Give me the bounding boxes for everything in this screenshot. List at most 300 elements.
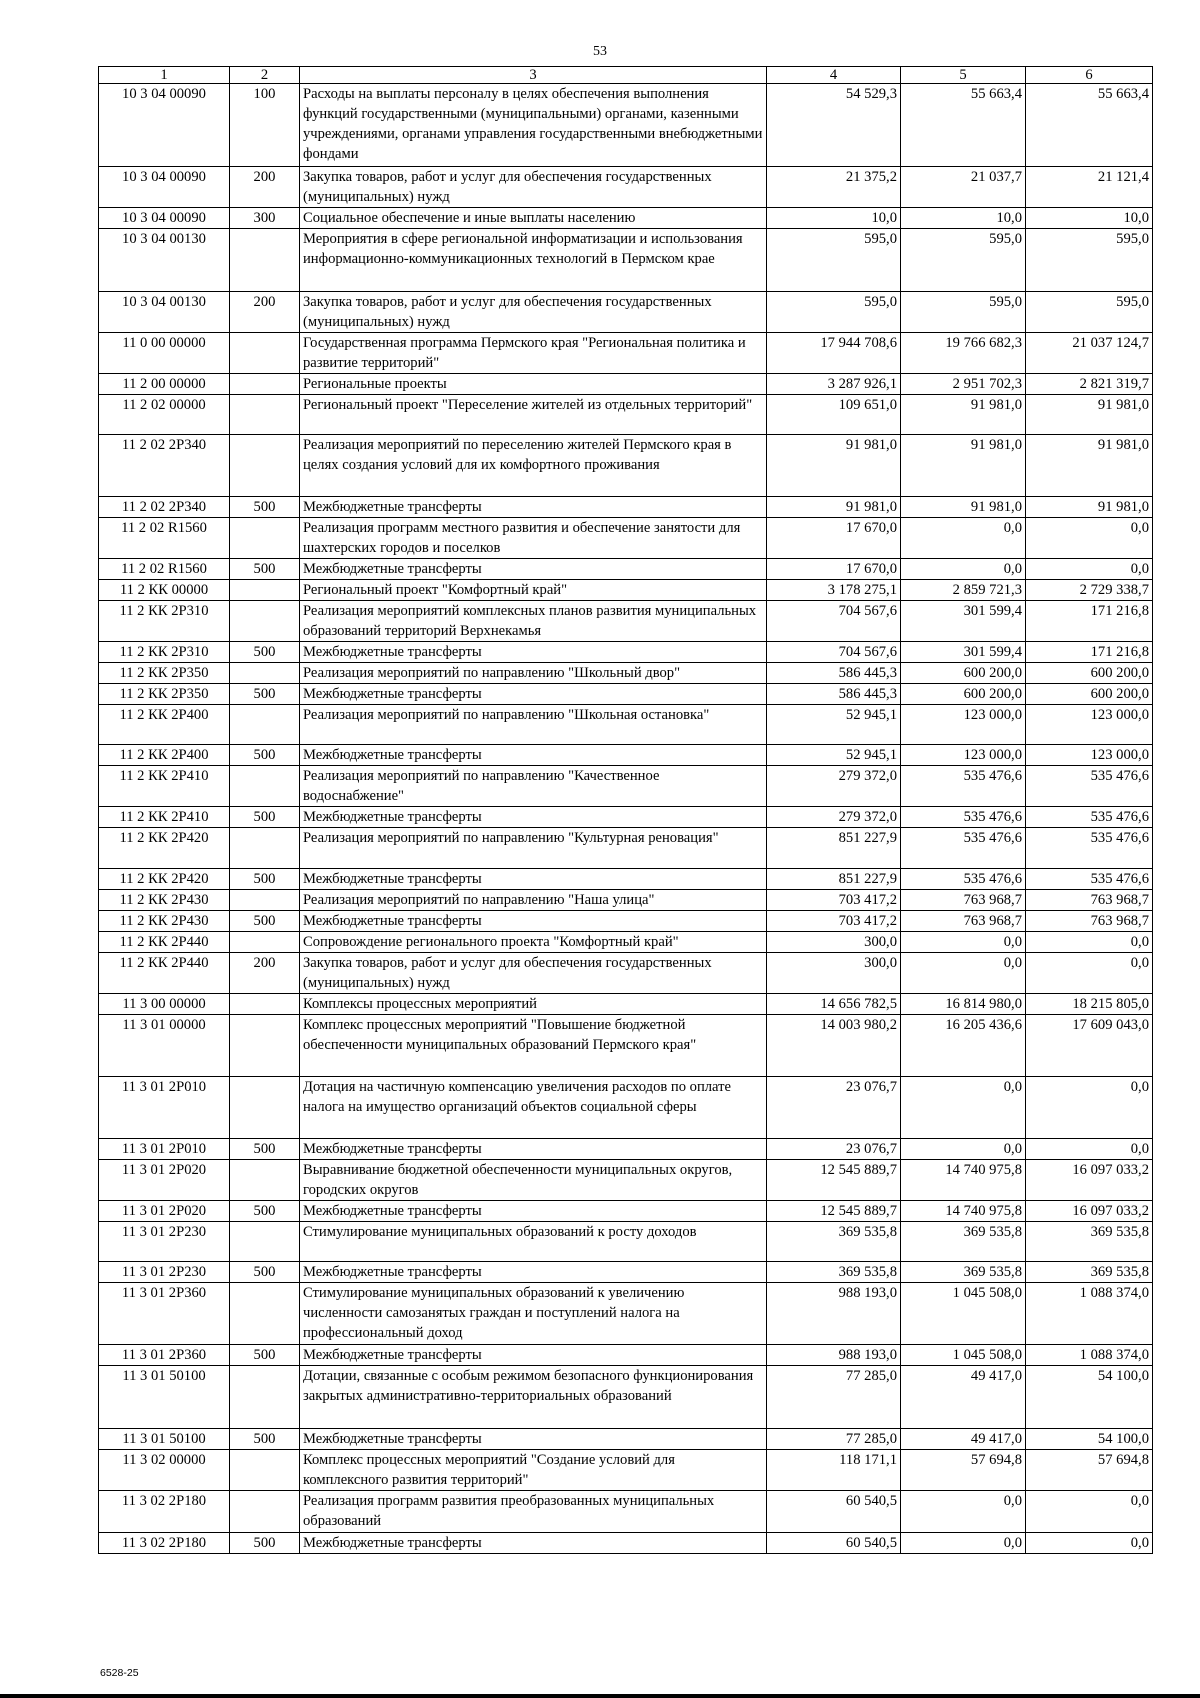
row-code: 11 2 КК 2Р420 [99, 828, 230, 869]
row-value-6: 2 821 319,7 [1026, 374, 1153, 395]
row-name: Межбюджетные трансферты [300, 1429, 767, 1450]
row-value-6: 1 088 374,0 [1026, 1283, 1153, 1345]
row-value-6: 0,0 [1026, 518, 1153, 559]
table-row [99, 663, 1153, 684]
table-row [99, 953, 1153, 994]
row-name: Межбюджетные трансферты [300, 1533, 767, 1554]
row-value-5: 123 000,0 [901, 745, 1026, 766]
table-row [99, 642, 1153, 663]
row-code: 10 3 04 00090 [99, 167, 230, 208]
column-header-6: 6 [1026, 67, 1153, 84]
row-value-4: 595,0 [767, 292, 901, 333]
row-code: 11 3 01 2Р020 [99, 1160, 230, 1201]
row-expense-type [230, 580, 300, 601]
row-expense-type [230, 1366, 300, 1429]
row-expense-type [230, 435, 300, 497]
column-header-3: 3 [300, 67, 767, 84]
row-value-4: 54 529,3 [767, 84, 901, 167]
column-header-1: 1 [99, 67, 230, 84]
table-row [99, 890, 1153, 911]
row-value-6: 123 000,0 [1026, 705, 1153, 745]
row-value-4: 17 670,0 [767, 559, 901, 580]
row-expense-type [230, 1222, 300, 1262]
row-value-5: 49 417,0 [901, 1429, 1026, 1450]
table-row [99, 766, 1153, 807]
row-value-5: 91 981,0 [901, 395, 1026, 435]
table-row [99, 684, 1153, 705]
row-code: 11 3 00 00000 [99, 994, 230, 1015]
row-value-5: 49 417,0 [901, 1366, 1026, 1429]
row-name: Реализация мероприятий по направлению "Культурная реновация" [300, 828, 767, 869]
row-name: Межбюджетные трансферты [300, 911, 767, 932]
table-row [99, 807, 1153, 828]
table-row [99, 292, 1153, 333]
table-row [99, 745, 1153, 766]
row-value-4: 3 178 275,1 [767, 580, 901, 601]
row-value-6: 0,0 [1026, 953, 1153, 994]
table-row [99, 1491, 1153, 1533]
row-name: Дотации, связанные с особым режимом безопасного функционирования закрытых административно-территориальных образований [300, 1366, 767, 1429]
row-code: 11 3 01 50100 [99, 1429, 230, 1450]
row-expense-type: 500 [230, 642, 300, 663]
table-row [99, 374, 1153, 395]
row-code: 11 3 01 2Р010 [99, 1139, 230, 1160]
row-value-5: 301 599,4 [901, 642, 1026, 663]
row-name: Закупка товаров, работ и услуг для обеспечения государственных (муниципальных) нужд [300, 167, 767, 208]
row-expense-type [230, 229, 300, 292]
row-value-5: 535 476,6 [901, 807, 1026, 828]
row-value-5: 21 037,7 [901, 167, 1026, 208]
row-value-4: 300,0 [767, 932, 901, 953]
table-row [99, 1201, 1153, 1222]
row-value-6: 16 097 033,2 [1026, 1160, 1153, 1201]
row-name: Реализация мероприятий по направлению "Качественное водоснабжение" [300, 766, 767, 807]
row-value-4: 704 567,6 [767, 601, 901, 642]
row-value-4: 109 651,0 [767, 395, 901, 435]
row-value-5: 10,0 [901, 208, 1026, 229]
row-name: Комплекс процессных мероприятий "Повышение бюджетной обеспеченности муниципальных образований Пермского края" [300, 1015, 767, 1077]
row-value-4: 91 981,0 [767, 497, 901, 518]
row-code: 11 3 01 2Р230 [99, 1262, 230, 1283]
row-name: Межбюджетные трансферты [300, 559, 767, 580]
row-value-5: 369 535,8 [901, 1262, 1026, 1283]
row-value-4: 10,0 [767, 208, 901, 229]
table-row [99, 167, 1153, 208]
row-name: Межбюджетные трансферты [300, 1201, 767, 1222]
row-value-5: 0,0 [901, 1491, 1026, 1533]
row-value-5: 600 200,0 [901, 663, 1026, 684]
row-value-6: 0,0 [1026, 559, 1153, 580]
row-name: Стимулирование муниципальных образований к увеличению численности самозанятых граждан и поступлений налога на профессиональный доход [300, 1283, 767, 1345]
row-value-6: 763 968,7 [1026, 911, 1153, 932]
row-code: 11 2 КК 2Р410 [99, 807, 230, 828]
table-row [99, 705, 1153, 745]
row-name: Межбюджетные трансферты [300, 1139, 767, 1160]
table-row [99, 395, 1153, 435]
row-name: Реализация мероприятий по направлению "Школьный двор" [300, 663, 767, 684]
row-name: Реализация мероприятий по переселению жителей Пермского края в целях создания условий для их комфортного проживания [300, 435, 767, 497]
row-name: Стимулирование муниципальных образований к росту доходов [300, 1222, 767, 1262]
row-name: Межбюджетные трансферты [300, 642, 767, 663]
row-value-6: 54 100,0 [1026, 1366, 1153, 1429]
row-code: 11 2 02 00000 [99, 395, 230, 435]
table-row [99, 1222, 1153, 1262]
row-value-4: 300,0 [767, 953, 901, 994]
row-expense-type: 500 [230, 1201, 300, 1222]
row-value-4: 12 545 889,7 [767, 1201, 901, 1222]
row-expense-type: 200 [230, 167, 300, 208]
row-code: 11 0 00 00000 [99, 333, 230, 374]
row-value-5: 123 000,0 [901, 705, 1026, 745]
table-row [99, 1345, 1153, 1366]
table-row [99, 84, 1153, 167]
row-value-5: 535 476,6 [901, 869, 1026, 890]
row-expense-type [230, 994, 300, 1015]
row-expense-type: 500 [230, 1345, 300, 1366]
table-row [99, 1283, 1153, 1345]
row-expense-type: 200 [230, 953, 300, 994]
row-name: Дотация на частичную компенсацию увеличения расходов по оплате налога на имущество организаций объектов социальной сферы [300, 1077, 767, 1139]
row-value-5: 595,0 [901, 292, 1026, 333]
row-value-6: 595,0 [1026, 292, 1153, 333]
row-code: 11 2 КК 2Р420 [99, 869, 230, 890]
row-value-5: 91 981,0 [901, 497, 1026, 518]
row-value-4: 23 076,7 [767, 1077, 901, 1139]
row-expense-type [230, 1077, 300, 1139]
row-value-4: 77 285,0 [767, 1366, 901, 1429]
page-number: 53 [593, 44, 607, 59]
row-value-4: 369 535,8 [767, 1222, 901, 1262]
row-expense-type: 500 [230, 1533, 300, 1554]
row-code: 11 2 КК 2Р430 [99, 911, 230, 932]
row-value-4: 52 945,1 [767, 745, 901, 766]
row-name: Межбюджетные трансферты [300, 807, 767, 828]
row-value-4: 988 193,0 [767, 1345, 901, 1366]
row-code: 11 2 02 2Р340 [99, 435, 230, 497]
row-value-6: 123 000,0 [1026, 745, 1153, 766]
row-expense-type: 500 [230, 497, 300, 518]
row-value-5: 14 740 975,8 [901, 1201, 1026, 1222]
row-name: Социальное обеспечение и иные выплаты населению [300, 208, 767, 229]
document-code: 6528-25 [100, 1667, 139, 1679]
row-code: 10 3 04 00130 [99, 229, 230, 292]
row-name: Сопровождение регионального проекта "Комфортный край" [300, 932, 767, 953]
row-name: Государственная программа Пермского края "Региональная политика и развитие территорий" [300, 333, 767, 374]
row-expense-type [230, 663, 300, 684]
row-expense-type: 500 [230, 1262, 300, 1283]
row-name: Расходы на выплаты персоналу в целях обеспечения выполнения функций государственными (муниципальными) органами, казенными учреждениями, органами управления государственными внебюджетными фондами [300, 84, 767, 167]
row-value-6: 57 694,8 [1026, 1450, 1153, 1491]
row-name: Межбюджетные трансферты [300, 1345, 767, 1366]
row-expense-type [230, 518, 300, 559]
row-name: Комплекс процессных мероприятий "Создание условий для комплексного развития территорий" [300, 1450, 767, 1491]
row-expense-type [230, 1450, 300, 1491]
row-value-6: 18 215 805,0 [1026, 994, 1153, 1015]
row-expense-type [230, 1491, 300, 1533]
row-expense-type: 100 [230, 84, 300, 167]
row-value-4: 586 445,3 [767, 663, 901, 684]
row-value-5: 57 694,8 [901, 1450, 1026, 1491]
row-value-6: 171 216,8 [1026, 642, 1153, 663]
row-code: 10 3 04 00090 [99, 84, 230, 167]
row-value-6: 0,0 [1026, 1077, 1153, 1139]
row-value-6: 91 981,0 [1026, 435, 1153, 497]
row-expense-type: 500 [230, 1429, 300, 1450]
row-value-5: 0,0 [901, 953, 1026, 994]
row-value-4: 279 372,0 [767, 807, 901, 828]
row-name: Региональный проект "Переселение жителей из отдельных территорий" [300, 395, 767, 435]
row-code: 11 3 01 2Р020 [99, 1201, 230, 1222]
row-name: Закупка товаров, работ и услуг для обеспечения государственных (муниципальных) нужд [300, 953, 767, 994]
row-expense-type [230, 601, 300, 642]
row-value-5: 763 968,7 [901, 911, 1026, 932]
row-value-4: 14 656 782,5 [767, 994, 901, 1015]
row-value-5: 0,0 [901, 559, 1026, 580]
row-value-5: 535 476,6 [901, 766, 1026, 807]
row-value-4: 988 193,0 [767, 1283, 901, 1345]
row-expense-type: 500 [230, 745, 300, 766]
row-code: 11 2 КК 2Р310 [99, 642, 230, 663]
row-expense-type [230, 333, 300, 374]
row-value-6: 91 981,0 [1026, 395, 1153, 435]
table-row [99, 1262, 1153, 1283]
row-value-6: 55 663,4 [1026, 84, 1153, 167]
row-value-6: 21 121,4 [1026, 167, 1153, 208]
row-value-6: 535 476,6 [1026, 807, 1153, 828]
row-value-6: 10,0 [1026, 208, 1153, 229]
row-value-6: 535 476,6 [1026, 766, 1153, 807]
row-value-4: 279 372,0 [767, 766, 901, 807]
row-code: 11 2 02 R1560 [99, 559, 230, 580]
row-name: Комплексы процессных мероприятий [300, 994, 767, 1015]
row-value-4: 21 375,2 [767, 167, 901, 208]
row-value-4: 704 567,6 [767, 642, 901, 663]
row-expense-type [230, 1283, 300, 1345]
row-expense-type: 500 [230, 559, 300, 580]
row-value-4: 851 227,9 [767, 869, 901, 890]
row-value-5: 16 814 980,0 [901, 994, 1026, 1015]
row-name: Межбюджетные трансферты [300, 497, 767, 518]
row-name: Региональный проект "Комфортный край" [300, 580, 767, 601]
row-expense-type [230, 766, 300, 807]
header-row [99, 67, 1153, 84]
row-value-4: 703 417,2 [767, 911, 901, 932]
table-row [99, 911, 1153, 932]
row-expense-type: 200 [230, 292, 300, 333]
row-value-5: 2 951 702,3 [901, 374, 1026, 395]
row-name: Выравнивание бюджетной обеспеченности муниципальных округов, городских округов [300, 1160, 767, 1201]
row-code: 11 3 01 2Р360 [99, 1345, 230, 1366]
row-code: 11 2 02 2Р340 [99, 497, 230, 518]
row-name: Межбюджетные трансферты [300, 684, 767, 705]
table-row [99, 497, 1153, 518]
row-name: Межбюджетные трансферты [300, 869, 767, 890]
row-value-5: 2 859 721,3 [901, 580, 1026, 601]
row-value-5: 55 663,4 [901, 84, 1026, 167]
table-row [99, 601, 1153, 642]
row-expense-type: 500 [230, 807, 300, 828]
row-expense-type: 500 [230, 1139, 300, 1160]
row-code: 11 2 КК 2Р400 [99, 745, 230, 766]
row-value-4: 369 535,8 [767, 1262, 901, 1283]
table-row [99, 333, 1153, 374]
row-value-4: 17 670,0 [767, 518, 901, 559]
column-header-2: 2 [230, 67, 300, 84]
row-value-6: 369 535,8 [1026, 1222, 1153, 1262]
row-value-6: 0,0 [1026, 932, 1153, 953]
row-code: 11 2 00 00000 [99, 374, 230, 395]
row-code: 10 3 04 00130 [99, 292, 230, 333]
row-expense-type: 500 [230, 869, 300, 890]
row-expense-type: 500 [230, 911, 300, 932]
row-value-4: 77 285,0 [767, 1429, 901, 1450]
table-row [99, 559, 1153, 580]
row-value-4: 851 227,9 [767, 828, 901, 869]
row-value-6: 0,0 [1026, 1139, 1153, 1160]
row-expense-type [230, 395, 300, 435]
table-row [99, 1077, 1153, 1139]
row-name: Региональные проекты [300, 374, 767, 395]
row-value-6: 0,0 [1026, 1533, 1153, 1554]
row-code: 11 3 02 00000 [99, 1450, 230, 1491]
row-name: Реализация мероприятий по направлению "Наша улица" [300, 890, 767, 911]
row-code: 11 2 КК 2Р350 [99, 663, 230, 684]
row-value-5: 14 740 975,8 [901, 1160, 1026, 1201]
row-value-4: 60 540,5 [767, 1533, 901, 1554]
table-row [99, 580, 1153, 601]
budget-table [98, 66, 1153, 1554]
row-code: 11 3 02 2Р180 [99, 1533, 230, 1554]
table-row [99, 1533, 1153, 1554]
table-row [99, 1366, 1153, 1429]
row-value-4: 17 944 708,6 [767, 333, 901, 374]
row-value-4: 91 981,0 [767, 435, 901, 497]
row-value-6: 16 097 033,2 [1026, 1201, 1153, 1222]
row-code: 11 3 02 2Р180 [99, 1491, 230, 1533]
row-name: Мероприятия в сфере региональной информатизации и использования информационно-коммуникационных технологий в Пермском крае [300, 229, 767, 292]
row-value-5: 600 200,0 [901, 684, 1026, 705]
row-value-4: 23 076,7 [767, 1139, 901, 1160]
row-code: 11 3 01 00000 [99, 1015, 230, 1077]
row-value-6: 54 100,0 [1026, 1429, 1153, 1450]
row-code: 11 2 КК 2Р440 [99, 953, 230, 994]
row-value-6: 1 088 374,0 [1026, 1345, 1153, 1366]
row-value-6: 91 981,0 [1026, 497, 1153, 518]
row-code: 11 2 КК 2Р410 [99, 766, 230, 807]
row-code: 11 2 КК 2Р440 [99, 932, 230, 953]
row-value-4: 14 003 980,2 [767, 1015, 901, 1077]
row-value-4: 118 171,1 [767, 1450, 901, 1491]
table-row [99, 1015, 1153, 1077]
row-value-5: 369 535,8 [901, 1222, 1026, 1262]
row-expense-type [230, 828, 300, 869]
row-expense-type [230, 1015, 300, 1077]
row-expense-type [230, 705, 300, 745]
row-value-5: 91 981,0 [901, 435, 1026, 497]
table-row [99, 1450, 1153, 1491]
row-code: 11 3 01 2Р230 [99, 1222, 230, 1262]
row-value-5: 19 766 682,3 [901, 333, 1026, 374]
row-value-4: 595,0 [767, 229, 901, 292]
row-value-5: 0,0 [901, 932, 1026, 953]
row-expense-type: 500 [230, 684, 300, 705]
row-expense-type [230, 932, 300, 953]
row-name: Реализация программ местного развития и обеспечение занятости для шахтерских городов и поселков [300, 518, 767, 559]
row-code: 11 2 КК 2Р400 [99, 705, 230, 745]
bottom-scan-border [0, 1694, 1200, 1698]
row-expense-type: 300 [230, 208, 300, 229]
row-value-6: 763 968,7 [1026, 890, 1153, 911]
column-header-4: 4 [767, 67, 901, 84]
row-value-5: 535 476,6 [901, 828, 1026, 869]
row-name: Межбюджетные трансферты [300, 745, 767, 766]
row-value-4: 3 287 926,1 [767, 374, 901, 395]
row-value-6: 595,0 [1026, 229, 1153, 292]
row-value-5: 595,0 [901, 229, 1026, 292]
row-value-5: 16 205 436,6 [901, 1015, 1026, 1077]
table-row [99, 994, 1153, 1015]
table-row [99, 828, 1153, 869]
table-row [99, 932, 1153, 953]
row-value-6: 21 037 124,7 [1026, 333, 1153, 374]
row-expense-type [230, 890, 300, 911]
row-code: 11 2 02 R1560 [99, 518, 230, 559]
row-code: 11 2 КК 00000 [99, 580, 230, 601]
row-name: Закупка товаров, работ и услуг для обеспечения государственных (муниципальных) нужд [300, 292, 767, 333]
row-value-5: 763 968,7 [901, 890, 1026, 911]
row-expense-type [230, 1160, 300, 1201]
table-row [99, 1139, 1153, 1160]
row-value-5: 1 045 508,0 [901, 1345, 1026, 1366]
row-value-4: 12 545 889,7 [767, 1160, 901, 1201]
row-value-6: 535 476,6 [1026, 869, 1153, 890]
row-code: 11 3 01 2Р360 [99, 1283, 230, 1345]
row-value-6: 2 729 338,7 [1026, 580, 1153, 601]
row-code: 11 2 КК 2Р350 [99, 684, 230, 705]
row-value-5: 1 045 508,0 [901, 1283, 1026, 1345]
row-value-5: 301 599,4 [901, 601, 1026, 642]
table-row [99, 869, 1153, 890]
row-code: 10 3 04 00090 [99, 208, 230, 229]
row-value-4: 586 445,3 [767, 684, 901, 705]
row-name: Межбюджетные трансферты [300, 1262, 767, 1283]
row-value-6: 0,0 [1026, 1491, 1153, 1533]
row-code: 11 3 01 50100 [99, 1366, 230, 1429]
row-value-4: 703 417,2 [767, 890, 901, 911]
row-value-5: 0,0 [901, 518, 1026, 559]
row-value-5: 0,0 [901, 1533, 1026, 1554]
row-value-6: 171 216,8 [1026, 601, 1153, 642]
row-name: Реализация мероприятий по направлению "Школьная остановка" [300, 705, 767, 745]
table-row [99, 1429, 1153, 1450]
row-code: 11 2 КК 2Р430 [99, 890, 230, 911]
row-value-4: 60 540,5 [767, 1491, 901, 1533]
row-value-6: 535 476,6 [1026, 828, 1153, 869]
column-header-5: 5 [901, 67, 1026, 84]
row-expense-type [230, 374, 300, 395]
table-row [99, 208, 1153, 229]
row-code: 11 2 КК 2Р310 [99, 601, 230, 642]
row-value-6: 600 200,0 [1026, 684, 1153, 705]
row-value-5: 0,0 [901, 1077, 1026, 1139]
row-code: 11 3 01 2Р010 [99, 1077, 230, 1139]
row-name: Реализация мероприятий комплексных планов развития муниципальных образований территорий Верхнекамья [300, 601, 767, 642]
table-row [99, 518, 1153, 559]
table-row [99, 435, 1153, 497]
row-name: Реализация программ развития преобразованных муниципальных образований [300, 1491, 767, 1533]
table-row [99, 1160, 1153, 1201]
row-value-5: 0,0 [901, 1139, 1026, 1160]
